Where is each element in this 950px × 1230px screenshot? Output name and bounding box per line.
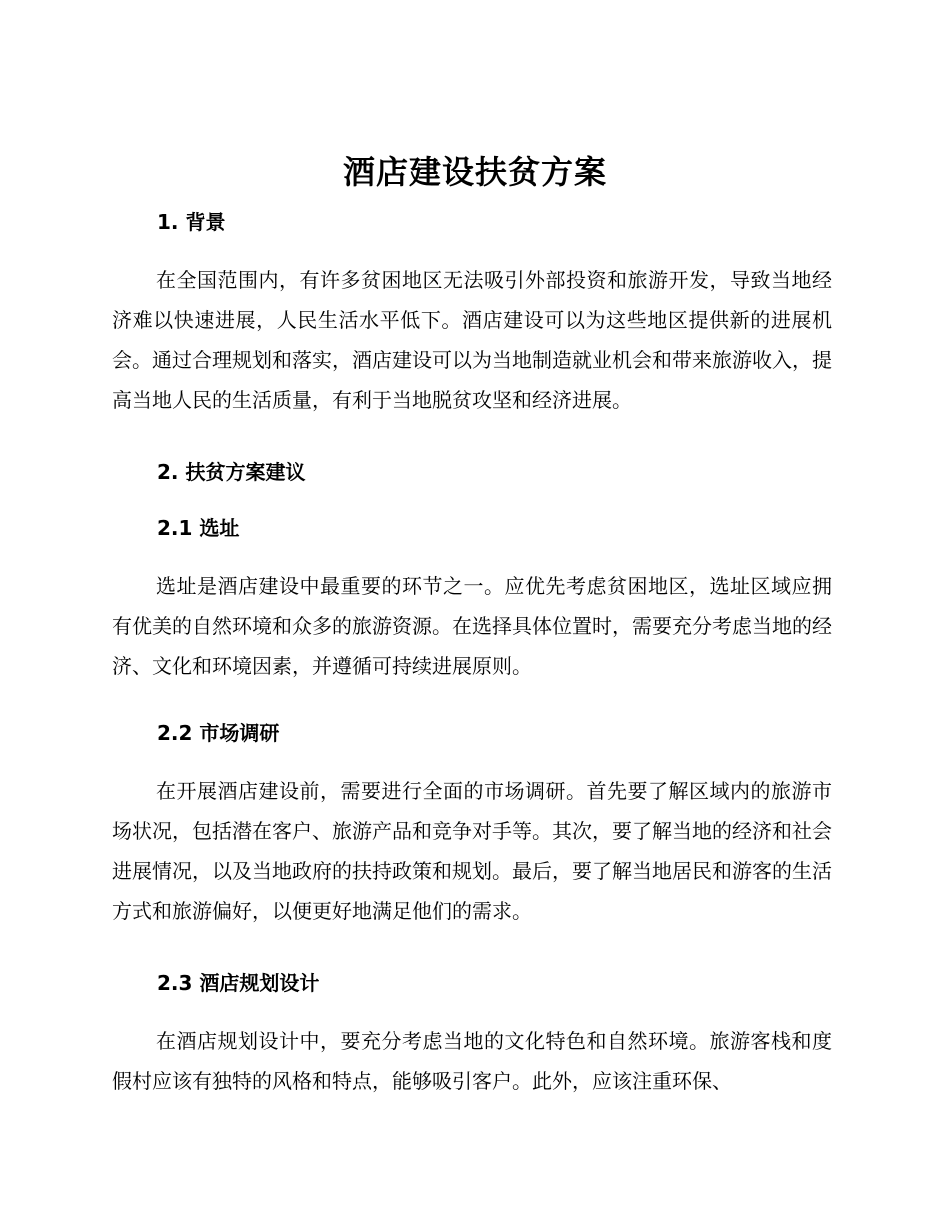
section-paragraph-hotel-design: 在酒店规划设计中，要充分考虑当地的文化特色和自然环境。旅游客栈和度假村应该有独特的风格和特点，能够吸引客户。此外，应该注重环保、 (112, 1029, 832, 1093)
document-title: 酒店建设扶贫方案 (342, 153, 607, 191)
section-heading-market-research: 2.2 市场调研 (157, 721, 280, 745)
section-heading-poverty-plan: 2. 扶贫方案建议 (157, 460, 306, 484)
section-heading-hotel-design: 2.3 酒店规划设计 (157, 971, 320, 995)
section-paragraph-market-research: 在开展酒店建设前，需要进行全面的市场调研。首先要了解区域内的旅游市场状况，包括潜在客户、旅游产品和竞争对手等。其次，要了解当地的经济和社会进展情况，以及当地政府的扶持政策和规划。最后，要了解当地居民和游客的生活方式和旅游偏好，以便更好地满足他们的需求。 (112, 779, 832, 923)
section-paragraph-background: 在全国范围内，有许多贫困地区无法吸引外部投资和旅游开发，导致当地经济难以快速进展，人民生活水平低下。酒店建设可以为这些地区提供新的进展机会。通过合理规划和落实，酒店建设可以为当地制造就业机会和带来旅游收入，提高当地人民的生活质量，有利于当地脱贫攻坚和经济进展。 (112, 268, 832, 412)
section-paragraph-site-selection: 选址是酒店建设中最重要的环节之一。应优先考虑贫困地区，选址区域应拥有优美的自然环境和众多的旅游资源。在选择具体位置时，需要充分考虑当地的经济、文化和环境因素，并遵循可持续进展原则。 (112, 574, 832, 678)
section-heading-background: 1. 背景 (157, 210, 226, 234)
section-heading-site-selection: 2.1 选址 (157, 516, 240, 540)
